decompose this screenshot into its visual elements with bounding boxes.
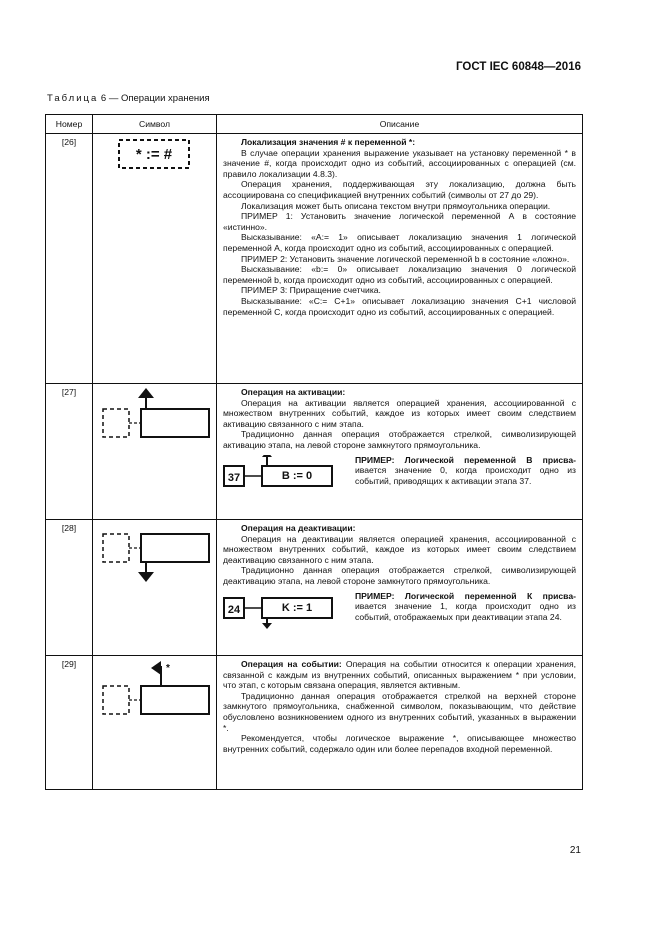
row-number: [26]: [46, 134, 93, 384]
up-arrow-icon: [138, 388, 154, 398]
example-lead: ПРИМЕР: Логической переменной К присва-: [355, 590, 576, 601]
table-row: [46, 134, 583, 384]
row-number: [28]: [46, 520, 93, 656]
example-rest: ивается значение 1, когда происходит одно из событий, отображаемых при деактивации этапа 24.: [355, 601, 576, 622]
storage-operations-table: [45, 114, 583, 790]
event-star-symbol: *: [166, 663, 170, 674]
example-figure: [223, 455, 351, 493]
caption-title: — Операции хранения: [106, 93, 210, 104]
up-arrow-icon: [262, 455, 272, 457]
standard-header: ГОСТ IEC 60848—2016: [456, 61, 581, 73]
dashed-assignment-symbol: [93, 134, 217, 194]
symbol-cell: [93, 520, 217, 656]
table-caption: [47, 93, 210, 104]
caption-number: 6: [100, 93, 107, 104]
step-box: 24: [223, 597, 245, 619]
header-description: Описание: [217, 115, 583, 134]
table-row: [46, 384, 583, 520]
row-lead-text: Операция на событии относится к операции хранения, связанной с каждым из внутренних событий, описанных выражением * при условии, что этап, с которым связана операция, является активным.: [223, 659, 576, 691]
example-block: [223, 455, 576, 493]
caption-prefix: Таблица: [47, 93, 99, 104]
example-lead: ПРИМЕР: Логической переменной В присва-: [355, 454, 576, 465]
paragraph: [223, 659, 576, 691]
page-number: 21: [569, 845, 581, 856]
paragraph: Рекомендуется, чтобы логическое выражение *, описывающее множество внутренних событий, содержало один или более перепадов входной переменной.: [223, 733, 576, 754]
row-title: Операция на событии:: [241, 659, 342, 669]
paragraph: Операция на активации является операцией хранения, ассоциированной с множеством внутренних событий, каждое из которых имеет своим следствием активацию связанного с ним этапа.: [223, 397, 576, 429]
paragraph: Традиционно данная операция отображается стрелкой на верхней стороне замкнутого прямоугольника, снабженной символом, показывающим, что действие обусловлено возникновением одного из внутренних событий, указанных в выражении *.: [223, 690, 576, 733]
paragraph: Операция на деактивации является операцией хранения, ассоциированной с множеством внутренних событий, каждое из которых имеет своим следствием деактивацию связанного с ним этапа.: [223, 533, 576, 565]
paragraph: Операция хранения, поддерживающая эту локализацию, должна быть ассоциирована со спецификацией внутренних событий (символы от 27 до 29).: [223, 179, 576, 200]
row-title: Локализация значения # к переменной *:: [241, 137, 416, 147]
description-cell: [217, 134, 583, 384]
step-box: 37: [223, 465, 245, 487]
paragraph: Локализация может быть описана текстом внутри прямоугольника операции.: [241, 200, 551, 211]
action-box: B := 0: [261, 465, 333, 487]
symbol-cell: [93, 384, 217, 520]
example-figure: [223, 591, 351, 629]
down-arrow-icon: [262, 623, 272, 629]
symbol-cell: [93, 656, 217, 790]
event-operation-symbol: [93, 656, 217, 736]
down-arrow-icon: [138, 572, 154, 582]
description-cell: [217, 520, 583, 656]
example-block: [223, 591, 576, 629]
row-title: Операция на деактивации:: [241, 523, 356, 533]
description-cell: [217, 656, 583, 790]
row-number: [29]: [46, 656, 93, 790]
paragraph: ПРИМЕР 3: Приращение счетчика.: [241, 285, 381, 296]
paragraph: Традиционно данная операция отображается стрелкой, символизирующей активацию этапа, на левой стороне замкнутого прямоугольника.: [223, 429, 576, 450]
example-rest: ивается значение 0, когда происходит одно из событий, приводящих к активации этапа 37.: [355, 465, 576, 486]
header-symbol: Символ: [93, 115, 217, 134]
symbol-text: * := #: [135, 146, 173, 163]
paragraph: ПРИМЕР 1: Установить значение логической переменной А в состояние «истинно».: [223, 211, 576, 232]
left-arrow-icon: [151, 661, 161, 675]
action-box: K := 1: [261, 597, 333, 619]
table-row: [46, 520, 583, 656]
paragraph: Высказывание: «b:= 0» описывает локализацию значения 0 логической переменной b, когда происходит одно из событий, ассоциированных с операцией.: [223, 264, 576, 285]
row-title: Операция на активации:: [241, 387, 346, 397]
paragraph: В случае операции хранения выражение указывает на установку переменной * в значение #, когда происходит одно из событий, ассоциированных с операцией (см. правило локализации 4.8.3).: [223, 147, 576, 179]
paragraph: Высказывание: «C:= C+1» описывает локализацию значения C+1 числовой переменной C, когда происходит одно из событий, ассоциированных с операцией.: [223, 295, 576, 317]
paragraph: Высказывание: «A:= 1» описывает локализацию значения 1 логической переменной А, когда происходит одно из событий, ассоциированных с операцией.: [223, 232, 576, 253]
row-number: [27]: [46, 384, 93, 520]
header-number: Номер: [46, 115, 93, 134]
table-header-row: [46, 115, 583, 134]
paragraph: ПРИМЕР 2: Установить значение логической переменной b в состояние «ложно».: [241, 253, 570, 264]
description-cell: [217, 384, 583, 520]
deactivation-symbol: [93, 520, 217, 590]
paragraph: Традиционно данная операция отображается стрелкой, символизирующей деактивацию этапа, на левой стороне замкнутого прямоугольника.: [223, 565, 576, 586]
activation-symbol: [93, 384, 217, 454]
table-row: [46, 656, 583, 790]
symbol-cell: [93, 134, 217, 384]
